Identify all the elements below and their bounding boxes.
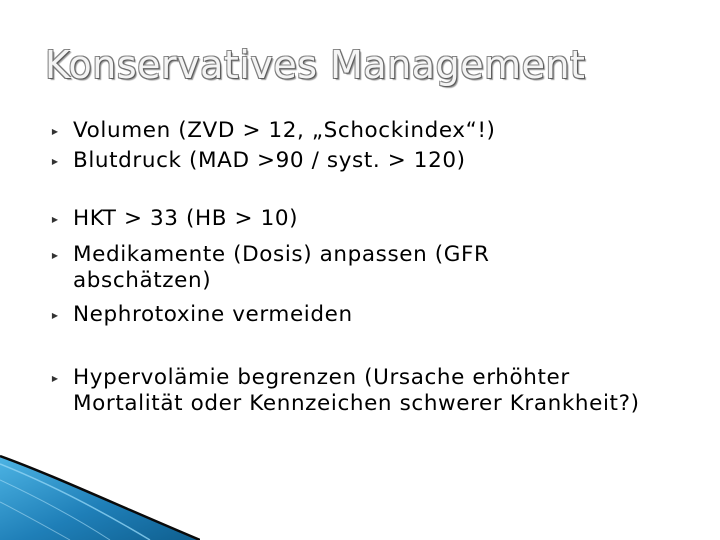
slide-title: Konservatives Management	[45, 43, 586, 87]
bullet-arrow-icon: ▶	[51, 126, 59, 136]
bullet-arrow-icon: ▶	[51, 250, 59, 260]
bullet-text: Medikamente (Dosis) anpassen (GFR abschätzen)	[73, 242, 490, 293]
bullet-text: HKT > 33 (HB > 10)	[73, 206, 299, 231]
bullet-arrow-icon: ▶	[51, 156, 59, 166]
bullet-arrow-icon: ▶	[51, 373, 59, 383]
bullet-text: Nephrotoxine vermeiden	[73, 302, 353, 327]
bullet-text: Blutdruck (MAD >90 / syst. > 120)	[73, 148, 466, 173]
bullet-text: Volumen (ZVD > 12, „Schockindex“!)	[73, 118, 496, 143]
bullet-arrow-icon: ▶	[51, 310, 59, 320]
corner-decoration	[0, 450, 200, 540]
bullet-arrow-icon: ▶	[51, 214, 59, 224]
bullet-text: Hypervolämie begrenzen (Ursache erhöhter Mortalität oder Kennzeichen schwerer Krankheit?)	[73, 365, 640, 416]
